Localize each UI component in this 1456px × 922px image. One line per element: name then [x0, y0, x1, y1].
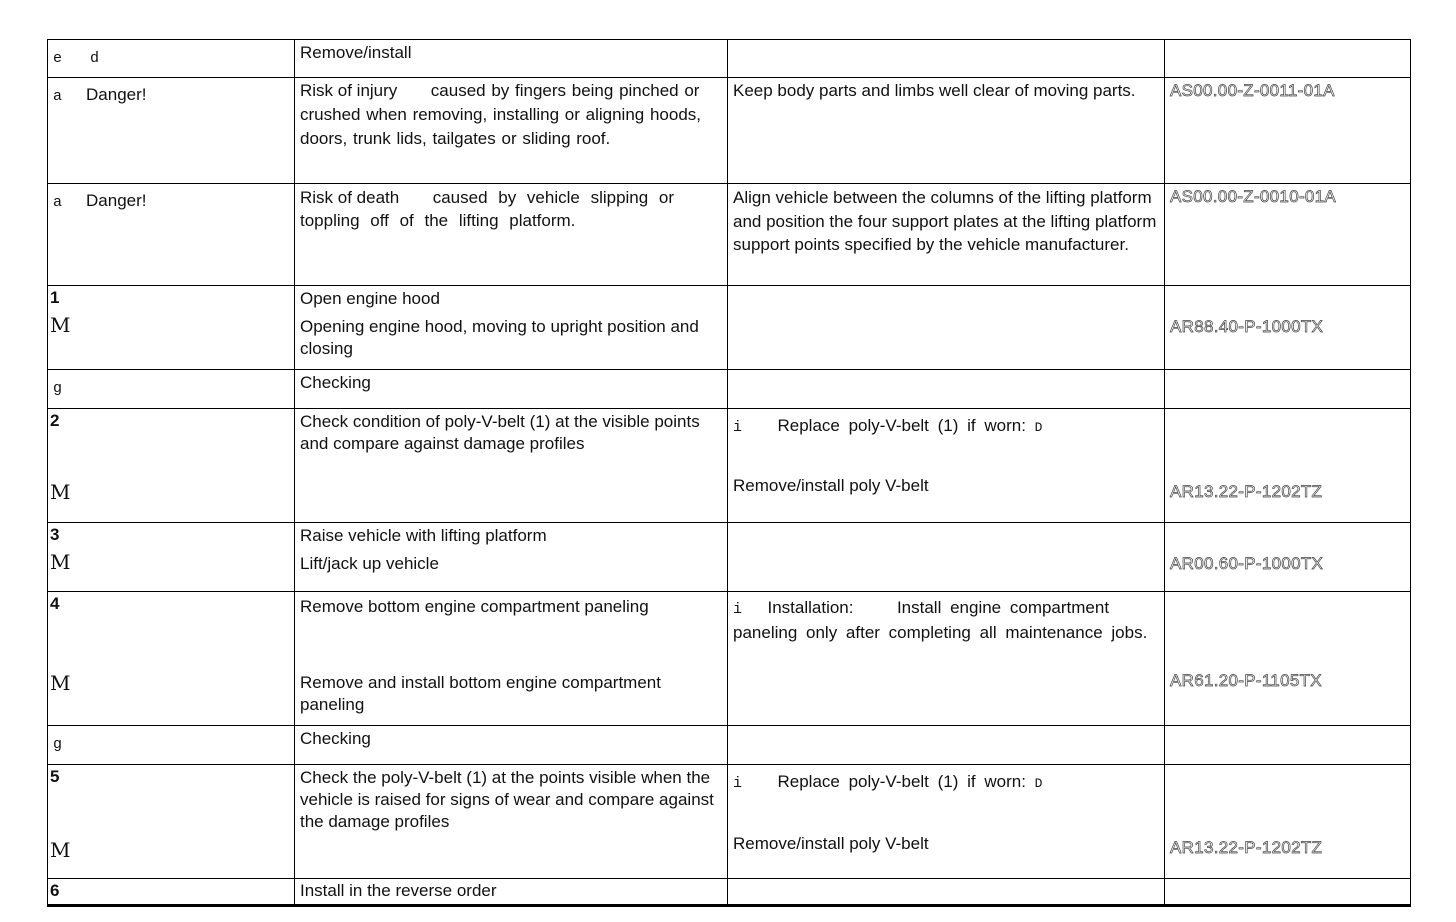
info-note: Replace poly-V-belt (1) if worn:: [777, 772, 1026, 791]
symbol-cell: [48, 523, 295, 592]
table-row: [48, 765, 1411, 879]
damage-profile-symbol: D: [1034, 776, 1043, 791]
manual-reference-icon: M: [50, 480, 71, 504]
table-row: [48, 78, 1411, 184]
step-number: 2: [50, 411, 60, 430]
note-cell: [728, 726, 1165, 765]
note-cell: [728, 409, 1165, 523]
manual-reference-icon: M: [50, 671, 71, 695]
note-cell: [728, 184, 1165, 286]
safety-note: Align vehicle between the columns of the lifting platform and position the four support plates at the lifting platform support points specified by the vehicle manufacturer.: [733, 188, 1157, 254]
reference-cell: [1165, 592, 1411, 726]
symbol-cell: [48, 409, 295, 523]
section-title: Remove/install: [300, 43, 412, 62]
step-title: Remove bottom engine compartment paneling: [300, 597, 649, 616]
checking-icon: g: [53, 736, 63, 753]
note-cell: [728, 592, 1165, 726]
table-row: [48, 726, 1411, 765]
manual-reference-icon: M: [50, 313, 71, 337]
table-row: [48, 523, 1411, 592]
symbol-cell: [48, 879, 295, 906]
note-cell: [728, 78, 1165, 184]
info-icon: i: [733, 601, 743, 618]
reference-cell: [1165, 409, 1411, 523]
step-number: 3: [50, 525, 60, 544]
step-number: 4: [50, 594, 60, 613]
table-row: [48, 409, 1411, 523]
step-text-cell: [295, 78, 728, 184]
info-lead: Installation:: [767, 598, 854, 617]
step-subtask: Opening engine hood, moving to upright position and closing: [300, 317, 699, 358]
step-number: 6: [50, 881, 60, 900]
document-reference[interactable]: AR61.20-P-1105TX: [1170, 671, 1322, 690]
danger-label: Danger!: [86, 191, 147, 210]
reference-cell: [1165, 286, 1411, 370]
warning-icon: a: [53, 194, 63, 211]
step-text-cell: [295, 370, 728, 409]
info-note: Install engine compartment paneling only after completing all maintenance jobs.: [733, 598, 1148, 642]
section-title: Checking: [300, 373, 371, 392]
checking-icon: g: [53, 380, 63, 397]
reference-cell: [1165, 370, 1411, 409]
step-text-cell: [295, 765, 728, 879]
step-title: Open engine hood: [300, 289, 440, 308]
info-icon: i: [733, 775, 743, 792]
step-text-cell: [295, 592, 728, 726]
hazard-text: caused by vehicle slipping or toppling off of the lifting platform.: [300, 188, 675, 230]
step-title: Raise vehicle with lifting platform: [300, 526, 547, 545]
table-row: [48, 370, 1411, 409]
table-row: [48, 286, 1411, 370]
step-text-cell: [295, 286, 728, 370]
info-note: Replace poly-V-belt (1) if worn:: [777, 416, 1026, 435]
symbol-cell: [48, 592, 295, 726]
note-cell: [728, 879, 1165, 906]
step-text-cell: [295, 879, 728, 906]
warning-icon: a: [53, 88, 63, 105]
table-row: [48, 40, 1411, 78]
symbol-cell: [48, 765, 295, 879]
section-title: Checking: [300, 729, 371, 748]
manual-reference-icon: M: [50, 838, 71, 862]
note-cell: [728, 286, 1165, 370]
reference-cell: [1165, 184, 1411, 286]
symbol-cell: [48, 286, 295, 370]
damage-profile-symbol: D: [1034, 420, 1043, 435]
procedure-table: [47, 39, 1411, 907]
hazard-lead: Risk of death: [300, 188, 400, 207]
reference-cell: [1165, 879, 1411, 906]
reference-cell: [1165, 40, 1411, 78]
note-cell: [728, 765, 1165, 879]
hazard-text: caused by fingers being pinched or crushed when removing, installing or aligning hoods, doors, trunk lids, tailgates or sliding roof.: [300, 81, 702, 148]
manual-reference-icon: M: [50, 550, 71, 574]
reference-cell: [1165, 726, 1411, 765]
symbol-cell: [48, 78, 295, 184]
step-title: Check condition of poly-V-belt (1) at the visible points and compare against damage profiles: [300, 412, 700, 453]
remove-install-symbol-2: d: [90, 50, 100, 67]
symbol-cell: [48, 184, 295, 286]
symbol-cell: [48, 40, 295, 78]
reference-cell: [1165, 78, 1411, 184]
document-reference[interactable]: AR88.40-P-1000TX: [1170, 317, 1324, 336]
symbol-cell: [48, 370, 295, 409]
step-title: Install in the reverse order: [300, 881, 497, 900]
note-cell: [728, 523, 1165, 592]
document-reference[interactable]: AR13.22-P-1202TZ: [1170, 482, 1323, 501]
note-cell: [728, 40, 1165, 78]
document-reference[interactable]: AR00.60-P-1000TX: [1170, 554, 1324, 573]
remove-install-symbol: e: [53, 50, 63, 67]
reference-cell: [1165, 523, 1411, 592]
step-title: Check the poly-V-belt (1) at the points visible when the vehicle is raised for signs of wear and compare against the damage profiles: [300, 768, 714, 831]
step-text-cell: [295, 40, 728, 78]
step-text-cell: [295, 409, 728, 523]
reference-cell: [1165, 765, 1411, 879]
step-number: 5: [50, 767, 60, 786]
subtask-note: Remove/install poly V-belt: [733, 476, 929, 495]
symbol-cell: [48, 726, 295, 765]
step-text-cell: [295, 184, 728, 286]
hazard-lead: Risk of injury: [300, 81, 398, 100]
procedure-table-container: [47, 39, 1410, 907]
document-reference[interactable]: AR13.22-P-1202TZ: [1170, 838, 1323, 857]
safety-note: Keep body parts and limbs well clear of moving parts.: [733, 81, 1136, 100]
table-row: [48, 184, 1411, 286]
step-subtask: Lift/jack up vehicle: [300, 554, 439, 573]
subtask-note: Remove/install poly V-belt: [733, 834, 929, 853]
info-icon: i: [733, 419, 743, 436]
step-number: 1: [50, 288, 60, 307]
step-text-cell: [295, 523, 728, 592]
step-subtask: Remove and install bottom engine compartment paneling: [300, 673, 661, 714]
table-row: [48, 879, 1411, 906]
step-text-cell: [295, 726, 728, 765]
danger-label: Danger!: [86, 85, 147, 104]
document-reference[interactable]: AS00.00-Z-0010-01A: [1170, 187, 1337, 206]
note-cell: [728, 370, 1165, 409]
document-reference[interactable]: AS00.00-Z-0011-01A: [1170, 81, 1335, 100]
table-row: [48, 592, 1411, 726]
